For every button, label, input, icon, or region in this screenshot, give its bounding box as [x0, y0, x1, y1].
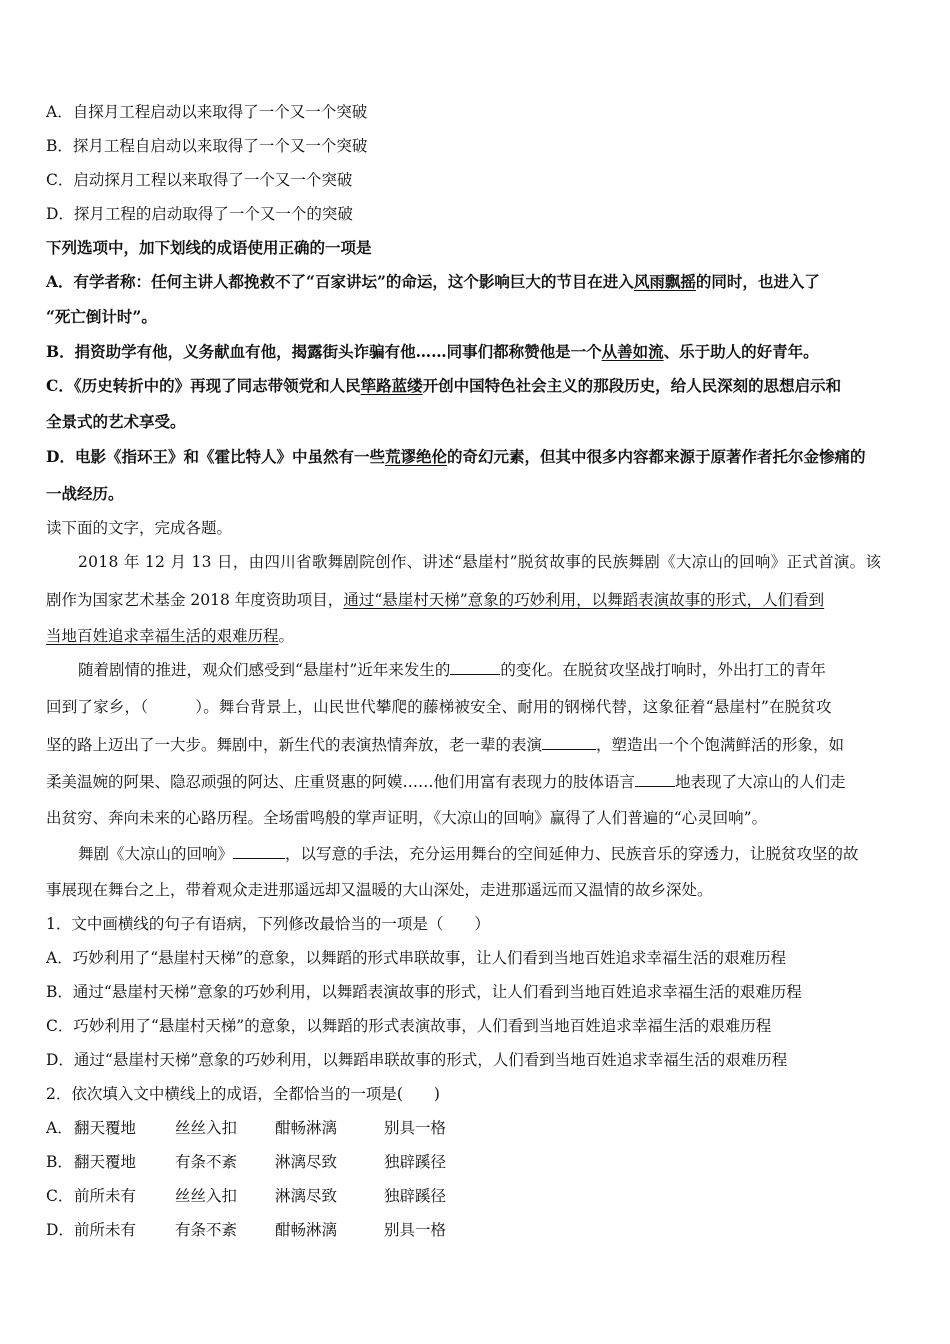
passage-line: 2018 年 12 月 13 日，由四川省歌舞剧院创作、讲述“悬崖村”脱贫故事的民族舞剧《大凉山的回响》正式首演。该: [78, 553, 882, 571]
idiom-choice: 有条不紊: [175, 1221, 238, 1239]
idiom-choice: 淋漓尽致: [275, 1187, 338, 1205]
q2-option-a: [46, 1118, 446, 1138]
idiom-choice: 酣畅淋漓: [275, 1119, 338, 1137]
underlined-idiom: 从善如流: [601, 342, 664, 361]
idiom-choice: 独辟蹊径: [384, 1153, 447, 1171]
option-text: 开创中国特色社会主义的那段历史，给人民深刻的思想启示和: [422, 376, 842, 395]
option-text: A．有学者称：任何主讲人都挽救不了“百家讲坛”的命运，这个影响巨大的节目在进入: [46, 272, 634, 291]
passage-text: 地表现了大凉山的人们走: [675, 773, 846, 791]
option-b: B．探月工程自启动以来取得了一个又一个突破: [46, 137, 368, 155]
option-c: C．启动探月工程以来取得了一个又一个突破: [46, 171, 353, 189]
option-label: C．: [46, 1187, 74, 1205]
idiom-option-d-cont: 一战经历。: [46, 484, 124, 503]
q2-option-b: [46, 1152, 446, 1172]
passage-text: 剧作为国家艺术基金 2018 年度资助项目，: [46, 591, 344, 609]
passage-line: 事展现在舞台之上，带着观众走进那遥远却又温暖的大山深处，走进那遥远而又温情的故乡深处。: [46, 881, 713, 899]
passage-line: [46, 772, 846, 792]
blank-3: [635, 772, 675, 787]
idiom-choice: 有条不紊: [175, 1153, 238, 1171]
idiom-choice: 前所未有: [74, 1221, 137, 1239]
option-text: B．捐资助学有他，义务献血有他，揭露街头诈骗有他……同事们都称赞他是一个: [46, 342, 602, 361]
q1-option-b: B．通过“悬崖村天梯”意象的巧妙利用，以舞蹈表演故事的形式，让人们看到当地百姓追求幸福生活的艰难历程: [46, 983, 802, 1001]
idiom-option-c: [46, 376, 841, 396]
option-text: 的同时，也进入了: [695, 272, 820, 291]
underlined-sentence: 当地百姓追求幸福生活的艰难历程: [46, 627, 279, 645]
q1-option-c: C．巧妙利用了“悬崖村天梯”的意象，以舞蹈的形式表演故事，人们看到当地百姓追求幸福生活的艰难历程: [46, 1017, 772, 1035]
idiom-choice: 丝丝入扣: [175, 1187, 238, 1205]
passage-line: [78, 844, 859, 864]
option-label: B．: [46, 1153, 73, 1171]
idiom-choice: 酣畅淋漓: [275, 1221, 338, 1239]
option-label: D．: [46, 1221, 74, 1239]
passage-text: ，塑造出一个个饱满鲜活的形象，如: [596, 736, 845, 754]
idiom-option-d: [46, 447, 865, 467]
underlined-idiom: 荒谬绝伦: [384, 447, 447, 466]
option-text: C．《历史转折中的》再现了同志带领党和人民: [46, 376, 361, 395]
passage-line: 回到了家乡，（ ）。舞台背景上，山民世代攀爬的藤梯被安全、耐用的钢梯代替，这象征着“悬崖村”在脱贫攻: [46, 698, 832, 716]
idiom-option-a-cont: “死亡倒计时”。: [46, 307, 157, 326]
passage-line: [46, 626, 294, 646]
q1-option-a: A．巧妙利用了“悬崖村天梯”的意象，以舞蹈的形式串联故事，让人们看到当地百姓追求幸福生活的艰难历程: [46, 949, 787, 967]
q2-option-c: [46, 1186, 446, 1206]
idiom-choice: 翻天覆地: [74, 1119, 137, 1137]
reading-instruction: 读下面的文字，完成各题。: [46, 519, 233, 537]
option-text: 、乐于助人的好青年。: [663, 342, 819, 361]
option-a: A．自探月工程启动以来取得了一个又一个突破: [46, 103, 368, 121]
idiom-choice: 别具一格: [384, 1119, 447, 1137]
idiom-choice: 独辟蹊径: [384, 1187, 447, 1205]
q2-option-d: [46, 1220, 446, 1240]
passage-text: 随着剧情的推进，观众们感受到“悬崖村”近年来发生的: [78, 661, 451, 679]
blank-2: [542, 735, 596, 750]
idiom-choice: 淋漓尽致: [275, 1153, 338, 1171]
passage-line: [78, 660, 826, 680]
passage-text: 舞剧《大凉山的回响》: [78, 845, 234, 863]
option-text: 的奇幻元素，但其中很多内容都来源于原著作者托尔金惨痛的: [446, 447, 866, 466]
idiom-option-b: [46, 342, 819, 362]
passage-line: [46, 590, 824, 610]
passage-text: 坚的路上迈出了一大步。舞剧中，新生代的表演热情奔放，老一辈的表演: [46, 736, 543, 754]
q2-stem: 2．依次填入文中横线上的成语，全都恰当的一项是( ): [46, 1085, 440, 1103]
idiom-choice: 别具一格: [384, 1221, 447, 1239]
idiom-option-a: [46, 272, 820, 292]
option-d: D．探月工程的启动取得了一个又一个的突破: [46, 205, 353, 223]
underlined-idiom: 风雨飘摇: [633, 272, 696, 291]
passage-line: [46, 735, 844, 755]
idiom-choice: 丝丝入扣: [175, 1119, 238, 1137]
blank-4: [233, 844, 285, 859]
underlined-sentence: 通过“悬崖村天梯”意象的巧妙利用，以舞蹈表演故事的形式，人们看到: [343, 591, 825, 609]
idiom-option-c-cont: 全景式的艺术享受。: [46, 412, 186, 431]
underlined-idiom: 筚路蓝缕: [360, 376, 423, 395]
option-text: D．电影《指环王》和《霍比特人》中虽然有一些: [46, 447, 385, 466]
idiom-choice: 翻天覆地: [74, 1153, 137, 1171]
passage-text: 柔美温婉的阿果、隐忍顽强的阿达、庄重贤惠的阿嫫……他们用富有表现力的肢体语言: [46, 773, 636, 791]
passage-text: ，以写意的手法，充分运用舞台的空间延伸力、民族音乐的穿透力，让脱贫攻坚的故: [285, 845, 859, 863]
question-stem: 下列选项中，加下划线的成语使用正确的一项是: [46, 238, 372, 257]
q1-option-d: D．通过“悬崖村天梯”意象的巧妙利用，以舞蹈串联故事的形式，人们看到当地百姓追求幸福生活的艰难历程: [46, 1051, 788, 1069]
option-label: A．: [46, 1119, 73, 1137]
blank-1: [450, 660, 500, 675]
q1-stem: 1．文中画横线的句子有语病，下列修改最恰当的一项是（ ）: [46, 915, 490, 933]
passage-line: 出贫穷、奔向未来的心路历程。全场雷鸣般的掌声证明，《大凉山的回响》赢得了人们普遍的“心灵回响”。: [46, 809, 768, 827]
passage-text: 的变化。在脱贫攻坚战打响时，外出打工的青年: [500, 661, 826, 679]
idiom-choice: 前所未有: [74, 1187, 137, 1205]
passage-text: 。: [278, 627, 295, 645]
